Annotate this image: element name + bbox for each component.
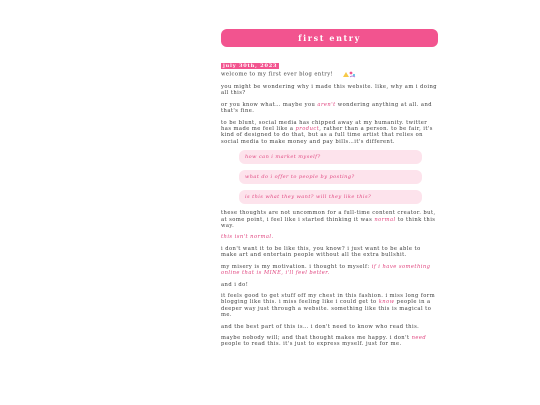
p10-text-b: people in a deeper way just through a website. something like this is magical to me.	[221, 299, 432, 319]
p5-text-a: these thoughts are not uncommon for a full-time content creator. but, at some point, i feel like i started thinking it was	[221, 210, 436, 223]
paragraph-9: and i do!	[221, 281, 249, 288]
question-box-2: what do i offer to people by posting?	[239, 170, 422, 184]
p3-text-b: wondering anything at all. and that's fine.	[221, 101, 433, 115]
question-box-1: how can i market myself?	[239, 150, 422, 164]
p8-text-a: my misery is my motivation. i thought to myself:	[221, 263, 372, 270]
blog-column	[221, 29, 438, 353]
p3-text-a: or you know what… maybe you	[221, 101, 318, 108]
paragraph-4	[221, 120, 438, 146]
p5-text-b: to think this way.	[221, 216, 436, 230]
paragraph-11: and the best part of this is… i don't need to know who read this.	[221, 323, 420, 330]
paragraph-3	[221, 102, 438, 115]
post-date: july 30th, 2023	[223, 63, 278, 69]
question-box-3: is this what they want? will they like this?	[239, 190, 422, 204]
p5-emphasis: normal	[374, 216, 396, 223]
p6-emphasis: this isn't normal.	[221, 234, 274, 241]
paragraph-6	[221, 234, 438, 240]
p4-emphasis: product	[295, 126, 320, 133]
page-title: first entry	[221, 29, 438, 47]
p8-emphasis: if i have something online that is MINE, i'll feel better.	[221, 263, 431, 277]
welcome-text: welcome to my first ever blog entry!	[221, 71, 334, 78]
blog-post	[221, 63, 438, 348]
paragraph-12	[221, 335, 438, 348]
paragraph-8	[221, 264, 438, 277]
p10-text-a: it feels good to get stuff off my chest in this fashion. i miss long form blogging like this. i miss feeling like i could get to	[221, 292, 436, 306]
paragraph-10	[221, 293, 438, 319]
paragraph-5	[221, 210, 438, 229]
p12-emphasis: need	[411, 334, 427, 341]
p12-text-b: people to read this. it's just to express myself. just for me.	[221, 341, 402, 348]
p3-emphasis: aren't	[317, 101, 336, 108]
paragraph-welcome	[221, 69, 438, 79]
p4-text-b: , rather than a person. to be fair, it's kind of designed to do that, but as a full time artist that relies on social media to make money and pay bills…it's different.	[221, 126, 433, 145]
p4-text-a: to be blunt, social media has chipped away at my humanity. twitter has made me feel like a	[221, 119, 428, 133]
paragraph-7: i don't want it to be like this, you know? i just want to be able to make art and entertain people without all the extra bullshit.	[221, 245, 421, 259]
paragraph-2: you might be wondering why i made this website. like, why am i doing all this?	[221, 84, 438, 97]
party-sticker-icon	[341, 69, 357, 79]
p10-emphasis: know	[378, 299, 395, 306]
p12-text-a: maybe nobody will; and that thought makes me happy. i don't	[221, 334, 412, 341]
